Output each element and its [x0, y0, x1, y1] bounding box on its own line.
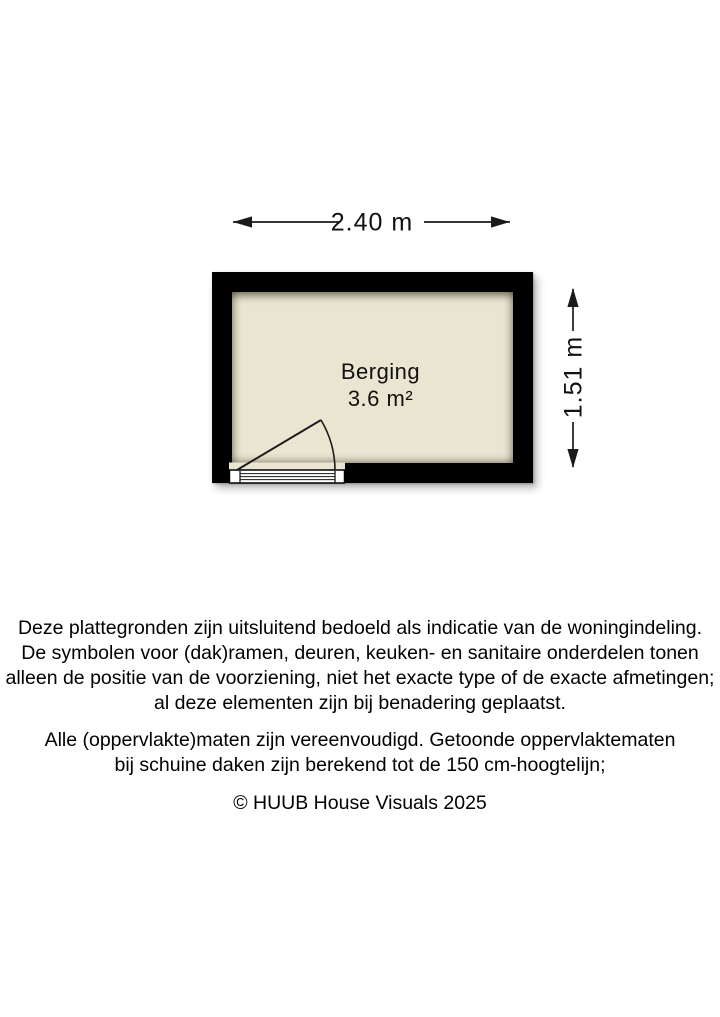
disclaimer-line: Alle (oppervlakte)maten zijn vereenvoudigd. Getoonde oppervlaktematen [44, 729, 676, 751]
arrow-up-icon [567, 288, 578, 307]
disclaimer-line: alleen de positie van de voorziening, niet het exacte type of de exacte afmetingen; [5, 667, 715, 689]
disclaimer-paragraph-2 [0, 728, 720, 778]
height-dimension-label: 1.51 m [559, 335, 588, 419]
width-dimension-arrow [233, 209, 510, 237]
disclaimer-line: Deze plattegronden zijn uitsluitend bedoeld als indicatie van de woningindeling. [17, 617, 703, 639]
disclaimer-line: De symbolen voor (dak)ramen, deuren, keuken- en sanitaire onderdelen tonen [21, 642, 699, 664]
disclaimer-paragraph-1 [0, 616, 720, 716]
arrow-left-icon [233, 216, 252, 227]
arrow-down-icon [567, 449, 578, 468]
width-dimension-label: 2.40 m [330, 208, 414, 237]
room-walls [212, 272, 533, 483]
copyright-text: © HUUB House Visuals 2025 [233, 792, 487, 814]
height-dimension-arrow [560, 288, 588, 468]
room-berging-floor [232, 292, 513, 463]
arrow-right-icon [491, 216, 510, 227]
room-name-label: Berging [340, 358, 421, 384]
disclaimer-line: al deze elementen zijn bij benadering geplaatst. [154, 692, 566, 714]
room-area-label: 3.6 m² [347, 385, 414, 411]
room-label [341, 358, 420, 412]
disclaimer-line: bij schuine daken zijn berekend tot de 150 cm-hoogtelijn; [114, 754, 606, 776]
disclaimer-text [0, 616, 720, 816]
